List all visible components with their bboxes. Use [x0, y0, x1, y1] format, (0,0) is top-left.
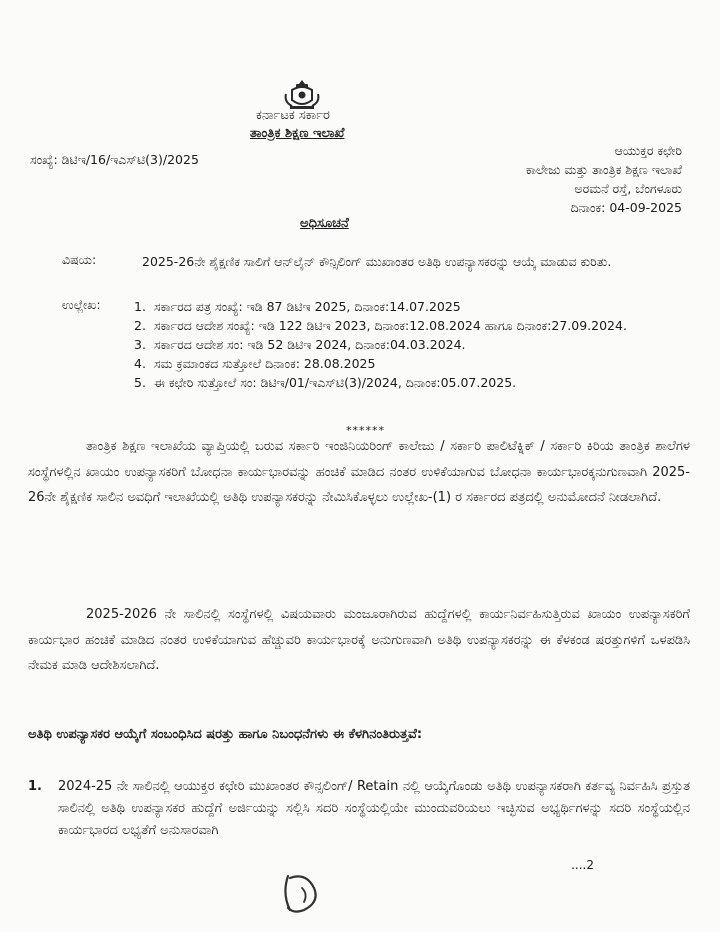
- reference-number-label: 2.: [134, 318, 146, 333]
- reference-text: ಸಮ ಕ್ರಮಾಂಕದ ಸುತ್ತೋಲೆ ದಿನಾಂಕ: 28.08.2025: [154, 356, 376, 371]
- document-title: ಅಧಿಸೂಚನೆ: [300, 216, 349, 231]
- department-name: ತಾಂತ್ರಿಕ ಶಿಕ್ಷಣ ಇಲಾಖೆ: [250, 126, 345, 141]
- government-name: ಕರ್ನಾಟಕ ಸರ್ಕಾರ: [256, 108, 330, 123]
- reference-item: [134, 373, 694, 392]
- condition-item: [28, 776, 690, 842]
- body-paragraph: ತಾಂತ್ರಿಕ ಶಿಕ್ಷಣ ಇಲಾಖೆಯ ವ್ಯಾಪ್ತಿಯಲ್ಲಿ ಬರುವ ಸರ್ಕಾರಿ ಇಂಜಿನಿಯರಿಂಗ್ ಕಾಲೇಜು / ಸರ್ಕಾರಿ ಪಾಲಿಟೆಕ್ನಿಕ್ / ಸರ್ಕಾರಿ ಕಿರಿಯ ತಾಂತ್ರಿಕ ಶಾಲೆಗಳ ಸಂಸ್ಥೆಗಳಲ್ಲಿನ ಖಾಯಂ ಉಪನ್ಯಾಸಕರಿಗೆ ಬೋಧನಾ ಕಾರ್ಯಭಾರವನ್ನು ಹಂಚಿಕೆ ಮಾಡಿದ ನಂತರ ಉಳಿಕೆಯಾಗುವ ಬೋಧನಾ ಕಾರ್ಯಭಾರಕ್ಕನುಗುಣವಾಗಿ 2025-26ನೇ ಶೈಕ್ಷಣಿಕ ಸಾಲಿನ ಅವಧಿಗೆ ಇಲಾಖೆಯಲ್ಲಿ ಅತಿಥಿ ಉಪನ್ಯಾಸಕರನ್ನು ನೇಮಿಸಿಕೊಳ್ಳಲು ಉಲ್ಲೇಖ-(1) ರ ಸರ್ಕಾರದ ಪತ್ರದಲ್ಲಿ ಅನುಮೋದನೆ ನೀಡಲಾಗಿದೆ.: [28, 439, 690, 506]
- handwritten-signature-icon: [276, 868, 332, 918]
- address-street: ಅರಮನೆ ರಸ್ತೆ, ಬೆಂಗಳೂರು: [574, 181, 682, 196]
- reference-item: [134, 335, 694, 354]
- reference-number-label: 4.: [134, 356, 146, 371]
- reference-text: ಸರ್ಕಾರದ ಪತ್ರ ಸಂಖ್ಯೆ: ಇಡಿ 87 ಡಿಟಿಇ 2025, ದಿನಾಂಕ:14.07.2025: [154, 299, 461, 314]
- karnataka-emblem-icon: [282, 78, 322, 112]
- address-department: ಕಾಲೇಜು ಮತ್ತು ತಾಂತ್ರಿಕ ಶಿಕ್ಷಣ ಇಲಾಖೆ: [525, 162, 682, 177]
- reference-text: ಸರ್ಕಾರದ ಆದೇಶ ಸಂ: ಇಡಿ 52 ಡಿಟಿಇ 2024, ದಿನಾಂಕ:04.03.2024.: [154, 337, 466, 352]
- page-continuation: ....2: [571, 858, 594, 872]
- condition-text: 2024-25 ನೇ ಸಾಲಿನಲ್ಲಿ ಆಯುಕ್ತರ ಕಛೇರಿ ಮುಖಾಂತರ ಕೌನ್ಸಲಿಂಗ್/ Retain ನಲ್ಲಿ ಆಯ್ಕೆಗೊಂಡು ಅತಿಥಿ ಉಪನ್ಯಾಸಕರಾಗಿ ಕರ್ತವ್ಯ ನಿರ್ವಹಿಸಿ ಪ್ರಸ್ತುತ ಸಾಲಿನಲ್ಲಿ ಅತಿಥಿ ಉಪನ್ಯಾಸಕರ ಹುದ್ದೆಗೆ ಅರ್ಜಿಯನ್ನು ಸಲ್ಲಿಸಿ ಸದರಿ ಸಂಸ್ಥೆಯಲ್ಲಿಯೇ ಮುಂದುವರಿಯಲು ಇಚ್ಛಿಸುವ ಅಭ್ಯರ್ಥಿಗಳನ್ನು ಸದರಿ ಸಂಸ್ಥೆಯಲ್ಲಿನ ಕಾರ್ಯಭಾರದ ಲಭ್ಯತೆಗೆ ಅನುಸಾರವಾಗಿ: [58, 779, 690, 838]
- section-separator: ******: [346, 424, 385, 437]
- conditions-heading: ಅತಿಥಿ ಉಪನ್ಯಾಸಕರ ಆಯ್ಕೆಗೆ ಸಂಬಂಧಿಸಿದ ಷರತ್ತು ಹಾಗೂ ನಿಬಂಧನೆಗಳು ಈ ಕೆಳಗಿನಂತಿರುತ್ತವೆ:: [28, 727, 423, 742]
- subject-text: 2025-26ನೇ ಶೈಕ್ಷಣಿಕ ಸಾಲಿಗೆ ಆನ್‌ಲೈನ್ ಕೌನ್ಸಿಲಿಂಗ್ ಮುಖಾಂತರ ಅತಿಥಿ ಉಪನ್ಯಾಸಕರನ್ನು ಆಯ್ಕೆ ಮಾಡುವ ಕುರಿತು.: [142, 254, 612, 269]
- condition-number: 1.: [28, 779, 42, 794]
- body-paragraph: 2025-2026 ನೇ ಸಾಲಿನಲ್ಲಿ ಸಂಸ್ಥೆಗಳಲ್ಲಿ ವಿಷಯವಾರು ಮಂಜೂರಾಗಿರುವ ಹುದ್ದೆಗಳಲ್ಲಿ ಕಾರ್ಯನಿರ್ವಹಿಸುತ್ತಿರುವ ಖಾಯಂ ಉಪನ್ಯಾಸಕರಿಗೆ ಕಾರ್ಯಭಾರ ಹಂಚಿಕೆ ಮಾಡಿದ ನಂತರ ಉಳಿಕೆಯಾಗುವ ಹೆಚ್ಚುವರಿ ಕಾರ್ಯಭಾರಕ್ಕೆ ಅನುಗುಣವಾಗಿ ಅತಿಥಿ ಉಪನ್ಯಾಸಕರನ್ನು ಈ ಕೆಳಕಂಡ ಷರತ್ತುಗಳಿಗೆ ಒಳಪಡಿಸಿ ನೇಮಕ ಮಾಡಿ ಆದೇಶಿಸಲಾಗಿದೆ.: [28, 607, 690, 674]
- reference-number: ಸಂಖ್ಯೆ: ಡಿಟಿಇ/16/ಇಎಸ್‌ಟಿ(3)/2025: [30, 152, 199, 167]
- subject-label: ವಿಷಯ:: [62, 252, 97, 267]
- references-list: [134, 297, 694, 392]
- references-label: ಉಲ್ಲೇಖ:: [62, 297, 101, 312]
- reference-number-label: 5.: [134, 375, 146, 390]
- reference-text: ಈ ಕಛೇರಿ ಸುತ್ತೋಲೆ ಸಂ: ಡಿಟಿಇ/01/ಇಎಸ್‌ಟಿ(3)/2024, ದಿನಾಂಕ:05.07.2025.: [154, 375, 517, 390]
- reference-text: ಸರ್ಕಾರದ ಆದೇಶ ಸಂಖ್ಯೆ: ಇಡಿ 122 ಡಿಟಿಇ 2023, ದಿನಾಂಕ:12.08.2024 ಹಾಗೂ ದಿನಾಂಕ:27.09.2024.: [154, 318, 627, 333]
- reference-item: [134, 316, 694, 335]
- reference-item: [134, 297, 694, 316]
- address-office: ಆಯುಕ್ತರ ಕಛೇರಿ: [614, 143, 682, 158]
- reference-item: [134, 354, 694, 373]
- reference-number-label: 1.: [134, 299, 146, 314]
- reference-number-label: 3.: [134, 337, 146, 352]
- document-date: ದಿನಾಂಕ: 04-09-2025: [570, 200, 682, 215]
